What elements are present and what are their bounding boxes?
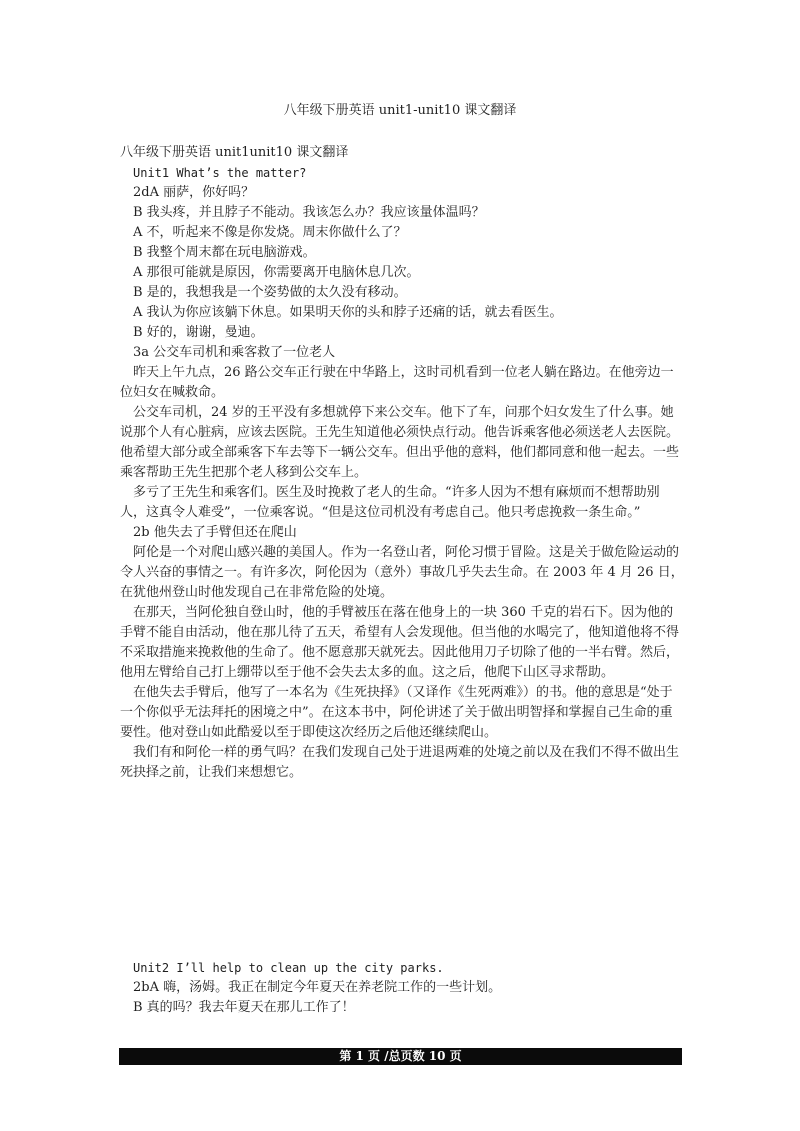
section-heading-2b: 2b 他失去了手臂但还在爬山 — [133, 525, 297, 540]
unit2-title: Unit2 I’ll help to clean up the city parks. — [133, 961, 444, 975]
paragraph: 多亏了王先生和乘客们。医生及时挽救了老人的生命。“许多人因为不想有麻烦而不想帮助别人，这真令人难受”，一位乘客说。“但是这位司机没有考虑自己。他只考虑挽救一条生命。” — [120, 485, 660, 520]
dialogue-line: 2bA 嗨，汤姆。我正在制定今年夏天在养老院工作的一些计划。 — [133, 980, 502, 995]
dialogue-line: B 真的吗？我去年夏天在那儿工作了！ — [133, 1000, 355, 1015]
dialogue-line: B 我整个周末都在玩电脑游戏。 — [133, 245, 316, 260]
paragraph: 阿伦是一个对爬山感兴趣的美国人。作为一名登山者，阿伦习惯于冒险。这是关于做危险运动的令人兴奋的事情之一。有许多次，阿伦因为（意外）事故几乎失去生命。在 2003 年 4 月 26 日，在犹他州登山时他发现自己在非常危险的处境。 — [120, 545, 684, 600]
unit2-section — [120, 958, 685, 1018]
dialogue-line: A 不，听起来不像是你发烧。周末你做什么了？ — [133, 225, 407, 240]
paragraph: 昨天上午九点，26 路公交车正行驶在中华路上，这时司机看到一位老人躺在路边。在他旁边一位妇女在喊救命。 — [120, 365, 674, 400]
document-body — [120, 143, 685, 783]
unit1-title: Unit1 What’s the matter? — [133, 166, 307, 180]
dialogue-line: B 好的，谢谢，曼迪。 — [133, 325, 264, 340]
dialogue-line: B 我头疼，并且脖子不能动。我该怎么办？我应该量体温吗？ — [133, 205, 485, 220]
document-title: 八年级下册英语 unit1-unit10 课文翻译 — [283, 103, 517, 118]
dialogue-line: 2dA 丽萨，你好吗？ — [133, 185, 255, 200]
paragraph: 我们有和阿伦一样的勇气吗？在我们发现自己处于进退两难的处境之前以及在我们不得不做出生死抉择之前，让我们来想想它。 — [120, 745, 680, 780]
dialogue-line: A 那很可能就是原因，你需要离开电脑休息几次。 — [133, 265, 420, 280]
page-footer: 第 1 页 /总页数 10 页 — [119, 1048, 682, 1065]
section-heading-3a: 3a 公交车司机和乘客救了一位老人 — [133, 345, 336, 360]
dialogue-line: A 我认为你应该躺下休息。如果明天你的头和脖子还痛的话，就去看医生。 — [133, 305, 563, 320]
paragraph: 公交车司机，24 岁的王平没有多想就停下来公交车。他下了车，问那个妇女发生了什么事。她说那个人有心脏病，应该去医院。王先生知道他必须快点行动。他告诉乘客他必须送老人去医院。他希望大部分或全部乘客下车去等下一辆公交车。但出乎他的意料，他们都同意和他一起去。一些乘客帮助王先生把那个老人移到公交车上。 — [120, 405, 680, 480]
dialogue-line: B 是的，我想我是一个姿势做的太久没有移动。 — [133, 285, 407, 300]
body-heading: 八年级下册英语 unit1unit10 课文翻译 — [120, 145, 349, 160]
paragraph: 在他失去手臂后，他写了一本名为《生死抉择》（又译作《生死两难》）的书。他的意思是“处于一个你似乎无法拜托的困境之中”。在这本书中，阿伦讲述了关于做出明智择和掌握自己生命的重要性。他对登山如此酷爱以至于即使这次经历之后他还继续爬山。 — [120, 685, 673, 740]
paragraph: 在那天，当阿伦独自登山时，他的手臂被压在落在他身上的一块 360 千克的岩石下。因为他的手臂不能自由活动，他在那儿待了五天，希望有人会发现他。但当他的水喝完了，他知道他将不得不采取措施来挽救他的生命了。他不愿意那天就死去。因此他用刀子切除了他的一半右臂。然后，他用左臂给自己打上绷带以至于他不会失去太多的血。这之后，他爬下山区寻求帮助。 — [120, 605, 680, 680]
